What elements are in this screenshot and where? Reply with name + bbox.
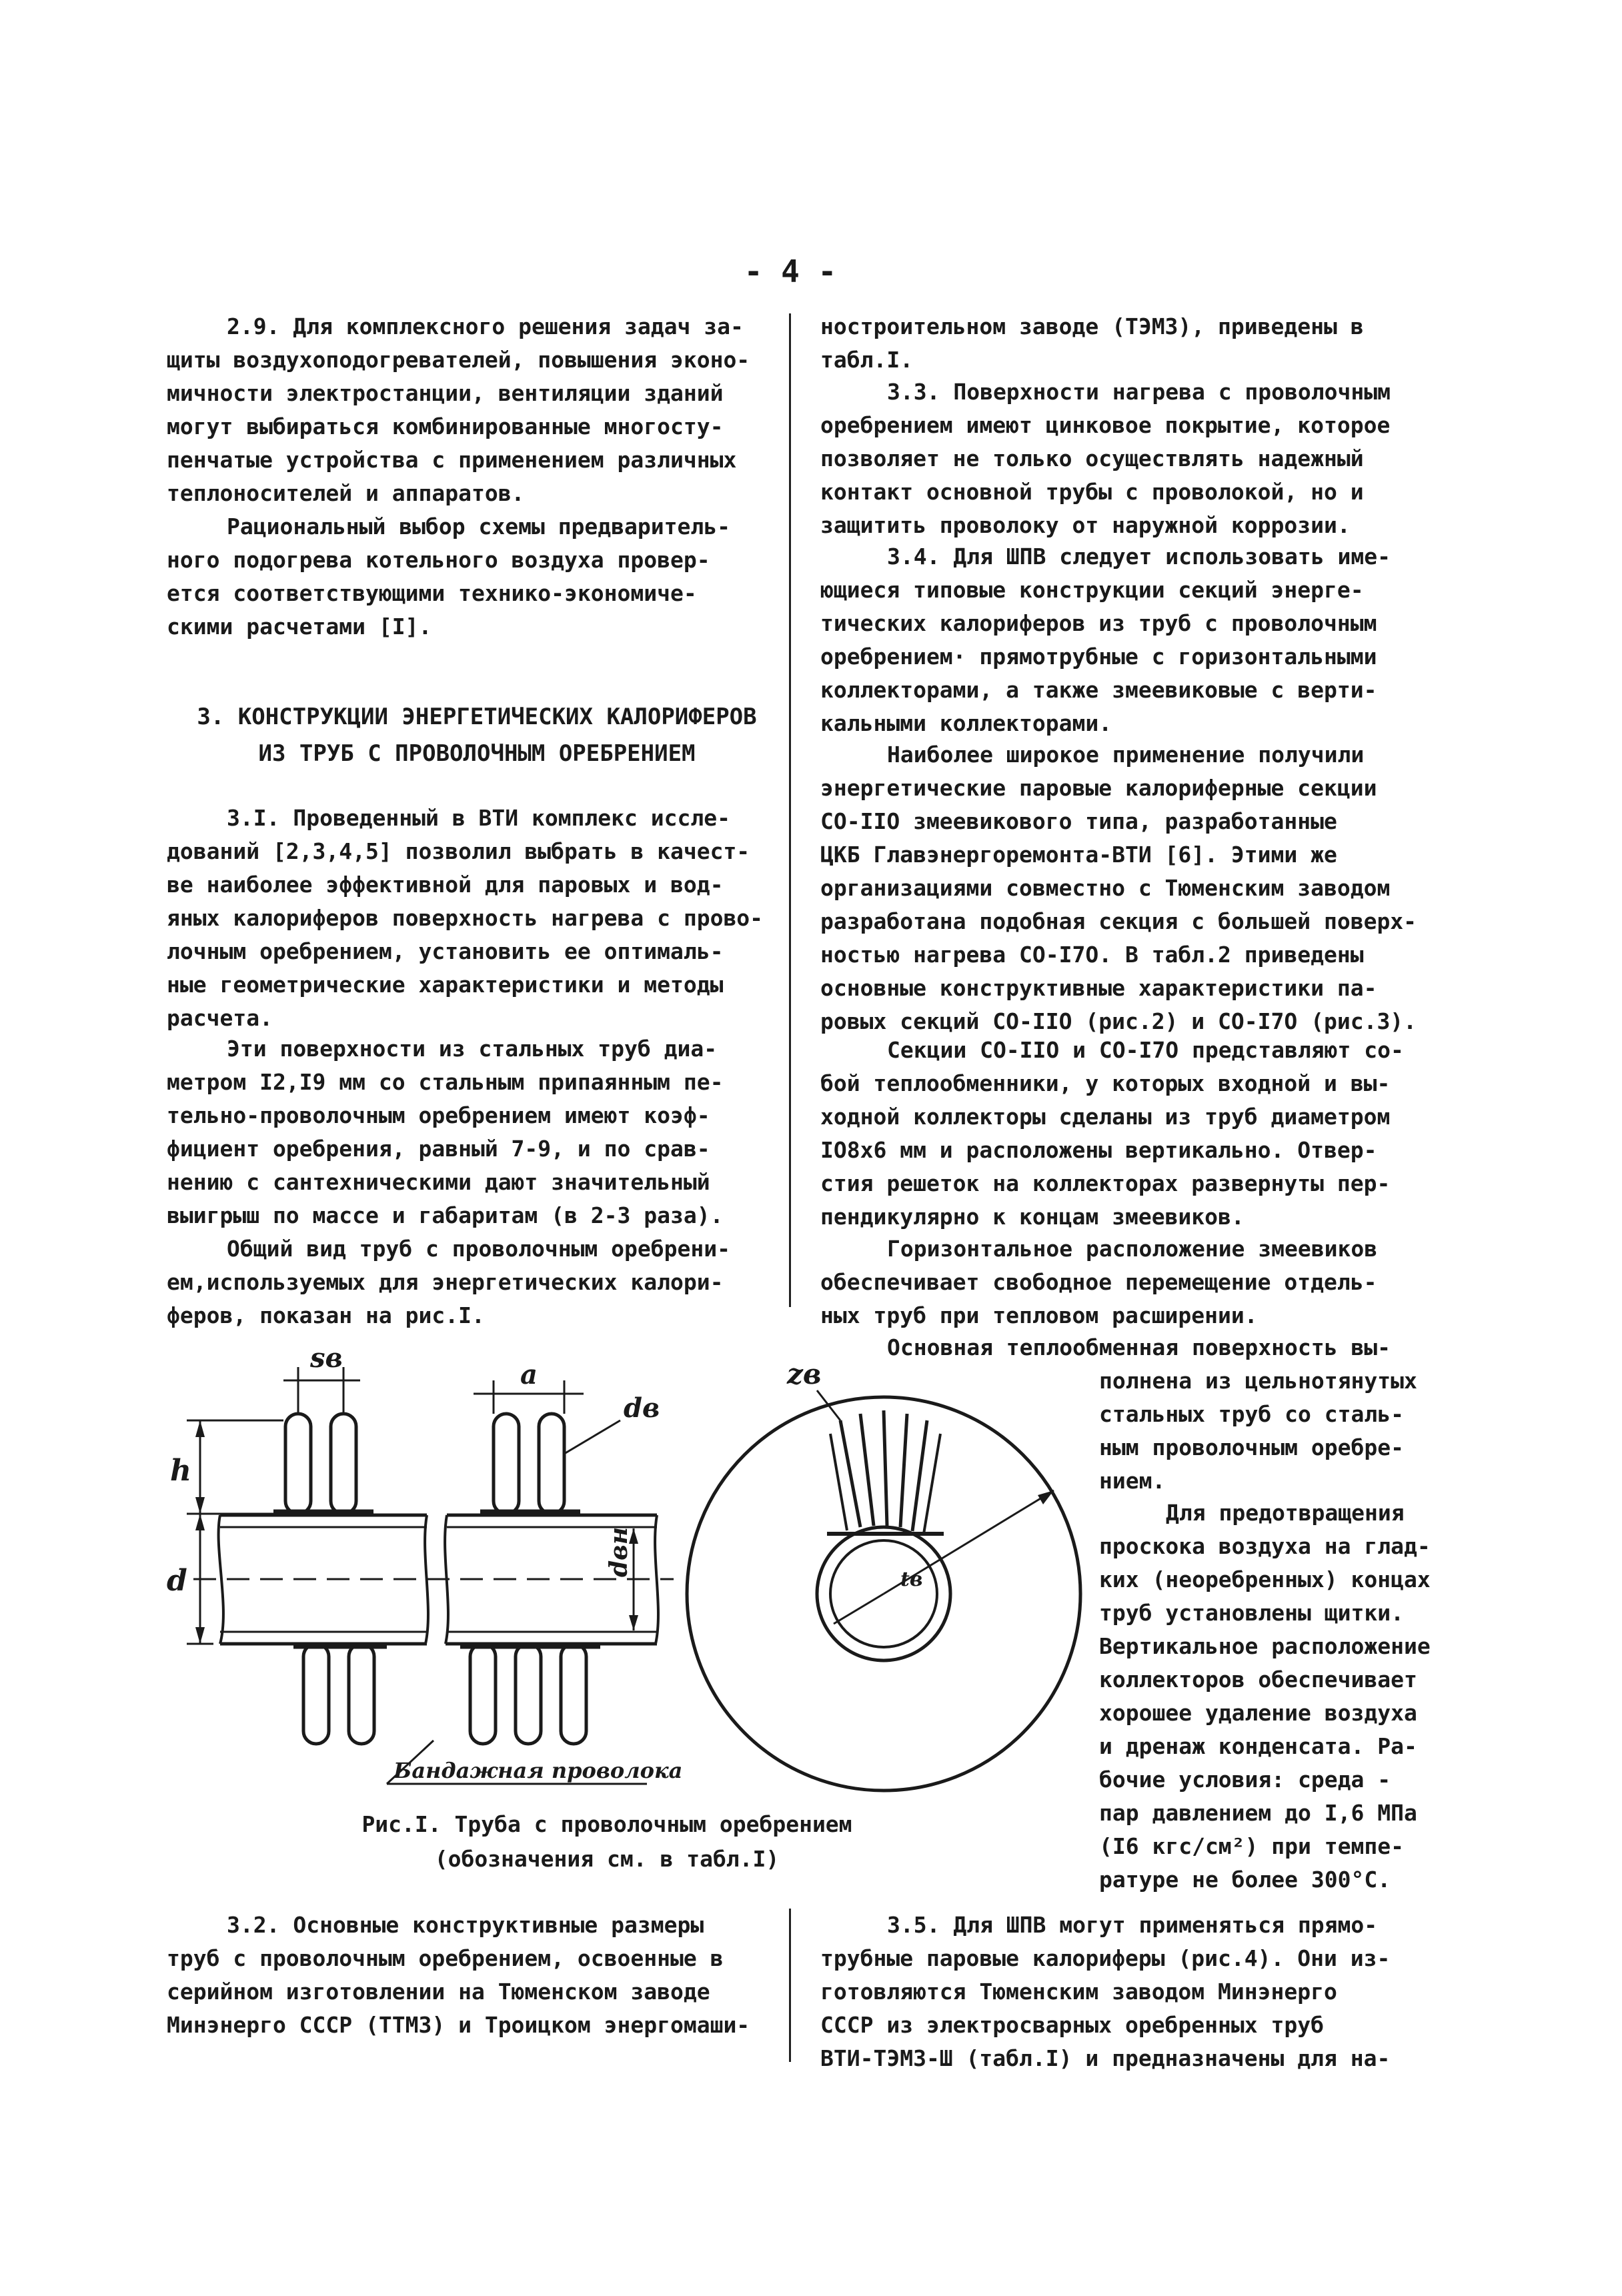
label-d-inner: dвн (605, 1526, 633, 1577)
paragraph-main-surface-start: Основная теплообменная поверхность вы- (887, 1334, 1391, 1360)
paragraph-main-surface-cont: полнена из цельнотянутых стальных труб со сталь- ным проволочным оребре- нием. (1099, 1368, 1417, 1494)
column-divider-top (789, 313, 791, 1307)
paragraph-continuation: ностроительном заводе (ТЭМЗ), приведены в табл.I. (820, 313, 1364, 373)
label-a: a (520, 1359, 538, 1390)
label-band-wire: Бандажная проволока (393, 1758, 683, 1783)
page-number: - 4 - (744, 253, 837, 289)
wire-loops-top (273, 1414, 580, 1514)
paragraph-3-5: 3.5. Для ШПВ могут применяться прямо- трубные паровые калориферы (рис.4). Они из- готовляются Тюменским заводом Минэнерго СССР из электросварных оребренных труб ВТИ-ТЭМЗ-Ш (табл.I) и предназначены для на- (820, 1912, 1391, 2071)
paragraph-widest-use: Наиболее широкое применение получили энергетические паровые калориферные секции СО-IIО змеевикового типа, разработанные ЦКБ Главэнергоремонта-ВТИ [6]. Этими же организациями совместно с Тюменским заводом разработана подобная секция с большей поверх- ностью нагрева СО-I7О. В табл.2 приведены основные конструктивные характеристики па- ровых секций СО-IIО (рис.2) и СО-I7О (рис.3). (820, 742, 1417, 1034)
section-heading-3: 3. КОНСТРУКЦИИ ЭНЕРГЕТИЧЕСКИХ КАЛОРИФЕРОВ ИЗ ТРУБ С ПРОВОЛОЧНЫМ ОРЕБРЕНИЕМ (197, 704, 757, 767)
figure-finned-tube (167, 1340, 1154, 1807)
paragraph-3-2: 3.2. Основные конструктивные размеры труб с проволочным оребрением, освоенные в серийном изготовлении на Тюменском заводе Минэнерго СССР (ТТМЗ) и Троицком энергомаши- (167, 1912, 750, 2038)
paragraph-general-view: Общий вид труб с проволочным оребрени- ем,используемых для энергетических калори- феров, показан на рис.I. (167, 1236, 730, 1328)
label-s: sв (310, 1342, 343, 1374)
tube-cross-section (687, 1397, 1080, 1791)
dimension-s (283, 1367, 360, 1414)
label-z: zв (787, 1358, 822, 1390)
label-d: d (167, 1564, 187, 1598)
paragraph-surfaces: Эти поверхности из стальных труб диа- метром I2,I9 мм со стальным припаянным пе- тельно-проволочным оребрением имеют коэф- фициент оребрения, равный 7-9, и по срав- нению с сантехническими дают значительный выигрыш по массе и габаритам (в 2-3 раза). (167, 1036, 724, 1228)
tube-body (193, 1515, 674, 1644)
label-h: h (170, 1454, 191, 1488)
label-d-wire: dв (624, 1392, 660, 1424)
paragraph-3-4: 3.4. Для ШПВ следует использовать име- ющиеся типовые конструкции секций энерге- тических калориферов из труб с проволочным оребрением· прямотрубные с горизонтальными коллекторами, а также змеевиковые с верти- кальными коллекторами. (820, 543, 1391, 736)
dimension-h (187, 1420, 283, 1644)
paragraph-3-1: 3.I. Проведенный в ВТИ комплекс иссле- дований [2,3,4,5] позволил выбрать в качест- ве наиболее эффективной для паровых и вод- яных калориферов поверхность нагрева с прово- лочным оребрением, установить ее оптималь- ные геометрические характеристики и методы расчета. (167, 805, 764, 1031)
leader-d-wire (564, 1420, 620, 1454)
paragraph-sections: Секции СО-IIО и СО-I7О представляют со- бой теплообменники, у которых входной и вы- ходной коллекторы сделаны из труб диаметром IO8х6 мм и расположены вертикально. Отвер- стия решеток на коллекторах развернуты пер- пендикулярно к концам змеевиков. (820, 1037, 1404, 1230)
paragraph-rational-choice: Рациональный выбор схемы предваритель- ного подогрева котельного воздуха провер- ется соответствующими технико-экономиче- скими расчетами [I]. (167, 513, 730, 640)
label-t: tв (900, 1568, 923, 1591)
paragraph-2-9: 2.9. Для комплексного решения задач за- щиты воздухоподогревателей, повышения эконо- мичности электростанции, вентиляции зданий могут выбираться комбинированные многосту- пенчатые устройства с применением различных теплоносителей и аппаратов. (167, 313, 750, 506)
paragraph-prevention: Для предотвращения проскока воздуха на глад- ких (неоребренных) концах труб установлены щитки. Вертикальное расположение коллекторов обеспечивает хорошее удаление воздуха и дренаж конденсата. Ра- бочие условия: среда - пар давлением до I,6 МПа (I6 кгс/см²) при темпе- ратуре не более 300°С. (1099, 1500, 1431, 1893)
paragraph-horizontal: Горизонтальное расположение змеевиков обеспечивает свободное перемещение отдель- ных труб при тепловом расширении. (820, 1236, 1378, 1328)
paragraph-3-3: 3.3. Поверхности нагрева с проволочным оребрением имеют цинковое покрытие, которое позволяет не только осуществлять надежный контакт основной трубы с проволокой, но и защитить проволоку от наружной коррозии. (820, 379, 1391, 538)
figure-caption: Рис.I. Труба с проволочным оребрением (обозначения см. в табл.I) (361, 1811, 852, 1872)
column-divider-bottom (789, 1909, 791, 2062)
wire-loops-bottom (293, 1644, 600, 1744)
